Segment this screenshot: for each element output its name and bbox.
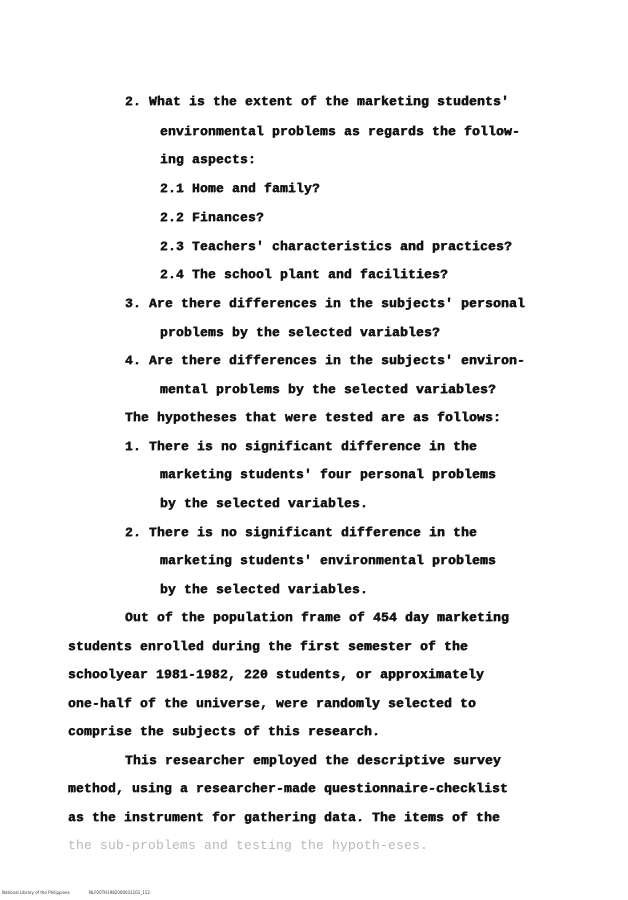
library-name: National Library of the Philippines xyxy=(2,890,70,895)
text-line: 2.3 Teachers' characteristics and practices? xyxy=(160,239,513,254)
text-line: 2. There is no significant difference in the xyxy=(125,525,478,540)
text-line: mental problems by the selected variables? xyxy=(160,382,497,397)
text-line: by the selected variables. xyxy=(160,582,369,597)
scan-footer xyxy=(2,890,168,896)
text-line: 2.1 Home and family? xyxy=(160,181,321,196)
text-line: marketing students' four personal problems xyxy=(160,467,497,482)
text-line: marketing students' environmental problems xyxy=(160,553,497,568)
scan-code: NLP20TH1982000031101_112 xyxy=(89,890,150,895)
text-line: ing aspects: xyxy=(160,152,257,167)
text-line: 4. Are there differences in the subjects' environ- xyxy=(125,353,526,368)
text-line: 3. Are there differences in the subjects' personal xyxy=(125,296,526,311)
text-line: 1. There is no significant difference in the xyxy=(125,439,478,454)
text-line: This researcher employed the descriptive survey xyxy=(125,753,502,768)
text-line: method, using a researcher-made questionnaire-checklist xyxy=(68,781,509,796)
text-line: problems by the selected variables? xyxy=(160,325,441,340)
text-line: students enrolled during the first semester of the xyxy=(68,639,469,654)
text-line: as the instrument for gathering data. The items of the xyxy=(68,810,501,825)
text-line: environmental problems as regards the follow- xyxy=(160,124,521,139)
text-line: by the selected variables. xyxy=(160,496,369,511)
text-line: Out of the population frame of 454 day marketing xyxy=(125,610,510,625)
text-line: comprise the subjects of this research. xyxy=(68,724,381,739)
text-line: 2.2 Finances? xyxy=(160,210,265,225)
text-line: 2. What is the extent of the marketing students' xyxy=(125,94,510,109)
text-line: one-half of the universe, were randomly selected to xyxy=(68,696,477,711)
text-line: The hypotheses that were tested are as follows: xyxy=(125,410,502,425)
text-line: 2.4 The school plant and facilities? xyxy=(160,267,449,282)
faded-text-line: the sub-problems and testing the hypoth-eses. xyxy=(68,838,429,853)
text-line: schoolyear 1981-1982, 220 students, or approximately xyxy=(68,667,485,682)
